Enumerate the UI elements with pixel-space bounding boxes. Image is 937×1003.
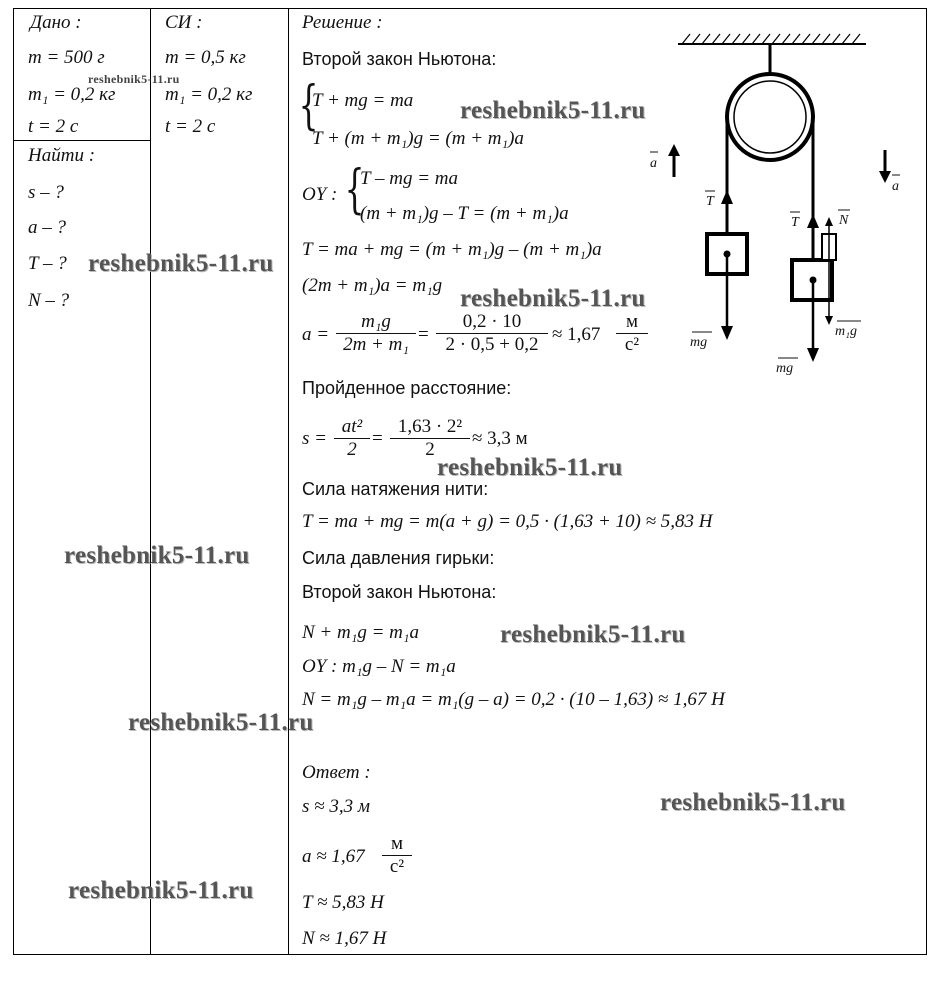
given-item-t: t = 2 с [28, 116, 79, 137]
watermark: reshebnik5-11.ru [437, 454, 623, 481]
label-a-left: a [650, 156, 657, 171]
label-N: N [839, 213, 849, 228]
a-result: ≈ 1,67 [552, 324, 601, 345]
combined-equation: (2m + m₁)a = m₁g [302, 275, 443, 296]
si-item-t: t = 2 с [165, 116, 216, 137]
a-fraction-numeric: $\frac{0,2 \cdot 10}{2 \cdot 0,5 + 0,2}$ [436, 311, 548, 356]
solution-header: Решение : [302, 12, 383, 33]
find-header: Найти : [28, 145, 96, 166]
N-equation: N = m₁g – m₁a = m₁(g – a) = 0,2 · (10 – 1,63) ≈ 1,67 Н [302, 689, 725, 710]
si-item-m1: m₁ = 0,2 кг [165, 84, 253, 105]
find-item-a: a – ? [28, 217, 66, 238]
ceiling-hatching [682, 34, 860, 44]
si-item-m: m = 0,5 кг [165, 47, 246, 68]
a-formula-lhs: a = [302, 324, 330, 345]
answer-header: Ответ : [302, 762, 371, 783]
a-fraction-symbolic: $\frac{\text{m₁g}}{\text{2m + m₁}}$ [336, 311, 416, 356]
newton-law-title-2: Второй закон Ньютона: [302, 582, 497, 602]
oy-brace: { [344, 160, 365, 220]
s-formula-lhs: s = [302, 428, 327, 449]
watermark: reshebnik5-11.ru [88, 72, 180, 86]
label-mg-left: mg [690, 335, 708, 350]
s-fraction-symbolic: $\frac{\text{at²}}{2}$ [334, 416, 370, 461]
si-header: СИ : [165, 12, 203, 33]
find-item-N: N – ? [28, 290, 70, 311]
watermark: reshebnik5-11.ru [128, 709, 314, 736]
watermark: reshebnik5-11.ru [88, 250, 274, 277]
answer-T: T ≈ 5,83 Н [302, 892, 384, 913]
given-header: Дано : [30, 12, 82, 33]
oy-equation-2: (m + m₁)g – T = (m + m₁)a [360, 203, 569, 224]
watermark: reshebnik5-11.ru [460, 97, 646, 124]
find-item-T: T – ? [28, 253, 67, 274]
answer-s: s ≈ 3,3 м [302, 796, 370, 817]
distance-title: Пройденное расстояние: [302, 378, 512, 398]
watermark: reshebnik5-11.ru [64, 542, 250, 569]
vector-equation-1: T + mg = ma [312, 90, 414, 111]
a-unit: м с² [616, 311, 648, 356]
N-vector-equation: N + m₁g = m₁a [302, 622, 419, 643]
watermark: reshebnik5-11.ru [660, 789, 846, 816]
answer-a-unit: м с² [382, 833, 412, 878]
column-divider-2 [288, 8, 289, 955]
label-a-right: a [892, 179, 899, 194]
equals-sign: = [418, 324, 429, 345]
given-find-divider [13, 140, 151, 141]
pulley-wheel [727, 74, 813, 160]
watermark: reshebnik5-11.ru [460, 285, 646, 312]
left-T-arrowhead [721, 190, 733, 204]
label-m1g: m₁g [835, 324, 857, 339]
oy-equation-1: T – mg = ma [360, 168, 458, 189]
label-T-left: T [706, 194, 714, 209]
vector-equation-2: T + (m + m₁)g = (m + m₁)a [312, 128, 524, 149]
newton-law-title: Второй закон Ньютона: [302, 49, 497, 69]
pulley-rim [734, 81, 806, 153]
s-result: ≈ 3,3 м [472, 428, 528, 449]
tension-expression: T = ma + mg = (m + m₁)g – (m + m₁)a [302, 239, 602, 260]
given-item-m1: m₁ = 0,2 кг [28, 84, 116, 105]
pressure-title: Сила давления гирьки: [302, 548, 495, 568]
tension-equation: T = ma + mg = m(a + g) = 0,5 · (1,63 + 10) ≈ 5,83 Н [302, 511, 713, 532]
oy-label: OY : [302, 184, 338, 205]
watermark: reshebnik5-11.ru [500, 621, 686, 648]
label-T-right: T [791, 215, 799, 230]
s-fraction-numeric: $\frac{\text{1,63 · 2²}}{2}$ [390, 416, 470, 461]
answer-N: N ≈ 1,67 Н [302, 928, 387, 949]
answer-a: a ≈ 1,67 [302, 846, 365, 867]
tension-title: Сила натяжения нити: [302, 479, 489, 499]
right-T-arrowhead [807, 214, 819, 228]
find-item-s: s – ? [28, 182, 64, 203]
system-brace: { [298, 76, 319, 136]
watermark: reshebnik5-11.ru [68, 877, 254, 904]
N-oy-equation: OY : m₁g – N = m₁a [302, 656, 456, 677]
column-divider-1 [150, 8, 151, 955]
label-mg-right: mg [776, 361, 794, 376]
pulley-diagram [640, 22, 920, 382]
given-item-m: m = 500 г [28, 47, 105, 68]
equals-sign-2: = [372, 428, 383, 449]
